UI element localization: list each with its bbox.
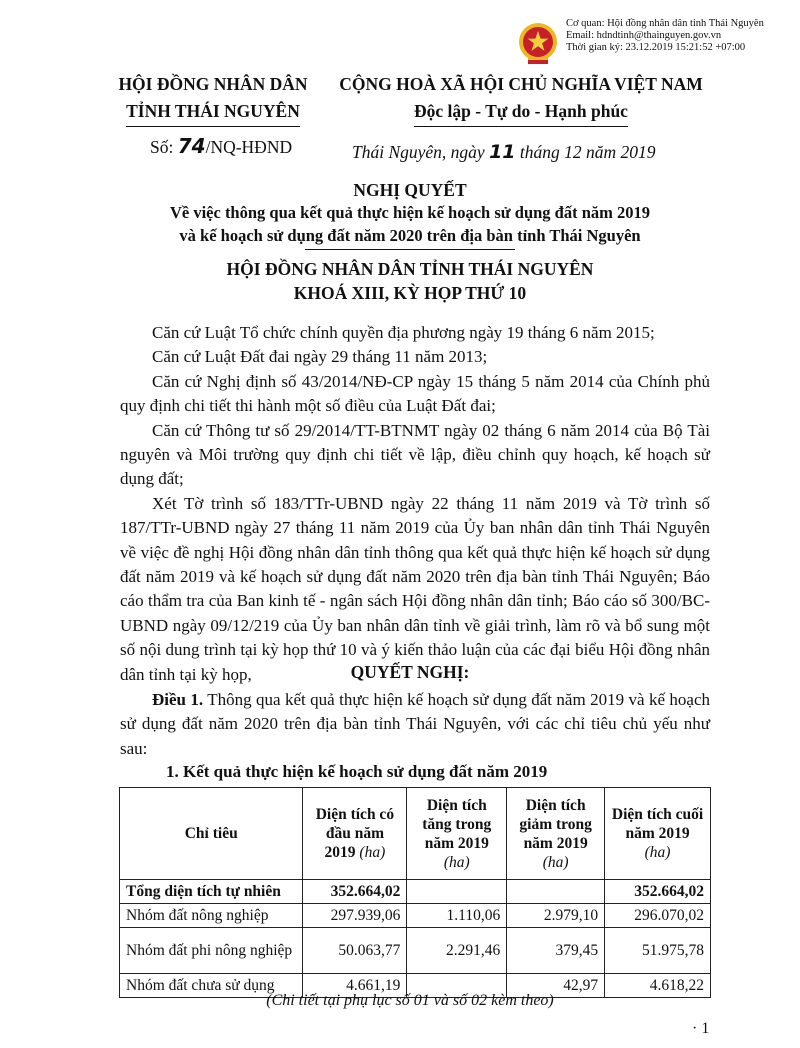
column-header: Diện tích có đầu năm 2019 (ha)	[303, 788, 407, 880]
digital-signature-stamp	[514, 18, 800, 76]
preamble-paragraph: Căn cứ Thông tư số 29/2014/TT-BTNMT ngày 02 tháng 6 năm 2014 của Bộ Tài nguyên và Môi trường quy định chi tiết về lập, điều chỉnh quy hoạch, kế hoạch sử dụng đất;	[120, 420, 710, 489]
column-header: Diện tích giảm trong năm 2019 (ha)	[507, 788, 605, 880]
nation-line2: Độc lập - Tự do - Hạnh phúc	[414, 98, 628, 127]
table-note: (Chi tiết tại phụ lục số 01 và số 02 kèm theo)	[266, 992, 554, 1009]
table-row: Nhóm đất chưa sử dụng 4.661,19 42,97 4.618,22	[120, 974, 711, 998]
signature-agency: Cơ quan: Hội đồng nhân dân tỉnh Thái Nguyên	[566, 18, 764, 29]
page-number: · 1	[692, 1020, 710, 1037]
article-1-label: Điều 1.	[152, 690, 204, 709]
table-header-row	[120, 788, 711, 880]
preamble-paragraph: Căn cứ Nghị định số 43/2014/NĐ-CP ngày 15 tháng 5 năm 2014 của Chính phủ quy định chi tiết thi hành một số điều của Luật Đất đai;	[120, 371, 710, 416]
org-line2: TỈNH THÁI NGUYÊN	[126, 98, 300, 127]
document-subject	[96, 201, 724, 250]
preamble-paragraph: Căn cứ Luật Tổ chức chính quyền địa phương ngày 19 tháng 6 năm 2015;	[152, 323, 655, 342]
document-number-value: 74	[177, 134, 206, 158]
decision-heading: QUYẾT NGHỊ:	[350, 662, 470, 682]
section-1-title: 1. Kết quả thực hiện kế hoạch sử dụng đất năm 2019	[166, 762, 548, 781]
subject-underline	[305, 247, 515, 250]
document-date: Thái Nguyên, ngày 11 tháng 12 năm 2019	[352, 141, 656, 163]
column-header: Chỉ tiêu	[120, 788, 303, 880]
article-1	[120, 688, 710, 761]
council-line1: HỘI ĐỒNG NHÂN DÂN TỈNH THÁI NGUYÊN	[226, 259, 594, 279]
signature-email: Email: hdndtinh@thainguyen.gov.vn	[566, 30, 722, 41]
date-day-value: 11	[489, 141, 516, 163]
signature-time: Thời gian ký: 23.12.2019 15:21:52 +07:00	[566, 42, 746, 53]
org-line1: HỘI ĐỒNG NHÂN DÂN	[118, 74, 308, 94]
nation-line1: CỘNG HOÀ XÃ HỘI CHỦ NGHĨA VIỆT NAM	[339, 74, 703, 94]
preamble-paragraph: Căn cứ Luật Đất đai ngày 29 tháng 11 năm 2013;	[152, 347, 488, 367]
land-use-table	[119, 787, 711, 998]
table-row: Nhóm đất phi nông nghiệp 50.063,77 2.291,46 379,45 51.975,78	[120, 928, 711, 974]
document-number: Số: 74/NQ-HĐND	[150, 134, 293, 158]
national-motto	[328, 71, 714, 127]
table-row: Tổng diện tích tự nhiên 352.664,02 352.664,02	[120, 880, 711, 904]
subject-line2: và kế hoạch sử dụng đất năm 2020 trên địa bàn tỉnh Thái Nguyên	[179, 226, 641, 245]
column-header: Diện tích tăng trong năm 2019 (ha)	[407, 788, 507, 880]
issuing-organization	[100, 71, 326, 127]
council-heading	[96, 257, 724, 305]
council-line2: KHOÁ XIII, KỲ HỌP THỨ 10	[293, 283, 527, 303]
subject-line1: Về việc thông qua kết quả thực hiện kế hoạch sử dụng đất năm 2019	[169, 203, 651, 222]
national-emblem-icon	[514, 20, 562, 68]
preamble	[120, 321, 710, 687]
column-header: Diện tích cuối năm 2019 (ha)	[605, 788, 711, 880]
document-type: NGHỊ QUYẾT	[353, 180, 467, 200]
table-row: Nhóm đất nông nghiệp 297.939,06 1.110,06 2.979,10 296.070,02	[120, 904, 711, 928]
article-1-text: Thông qua kết quả thực hiện kế hoạch sử dụng đất năm 2019 và kế hoạch sử dụng đất năm 2020 trên địa bàn tỉnh Thái Nguyên, với các chỉ tiêu chủ yếu như sau:	[120, 690, 710, 758]
preamble-paragraph: Xét Tờ trình số 183/TTr-UBND ngày 22 tháng 11 năm 2019 và Tờ trình số 187/TTr-UBND ngày 27 tháng 11 năm 2019 của Ủy ban nhân dân tỉnh Thái Nguyên về việc đề nghị Hội đồng nhân dân tỉnh thông qua kết quả thực hiện kế hoạch sử dụng đất năm 2019 và kế hoạch sử dụng đất năm 2020 trên địa bàn tỉnh Thái Nguyên; Báo cáo thẩm tra của Ban kinh tế - ngân sách Hội đồng nhân dân tỉnh; Báo cáo số 300/BC-UBND ngày 09/12/219 của Ủy ban nhân dân tỉnh về giải trình, làm rõ và bổ sung một số nội dung trình tại kỳ họp thứ 10 và ý kiến thảo luận của các đại biểu Hội đồng nhân dân tỉnh tại kỳ họp,	[120, 493, 710, 684]
